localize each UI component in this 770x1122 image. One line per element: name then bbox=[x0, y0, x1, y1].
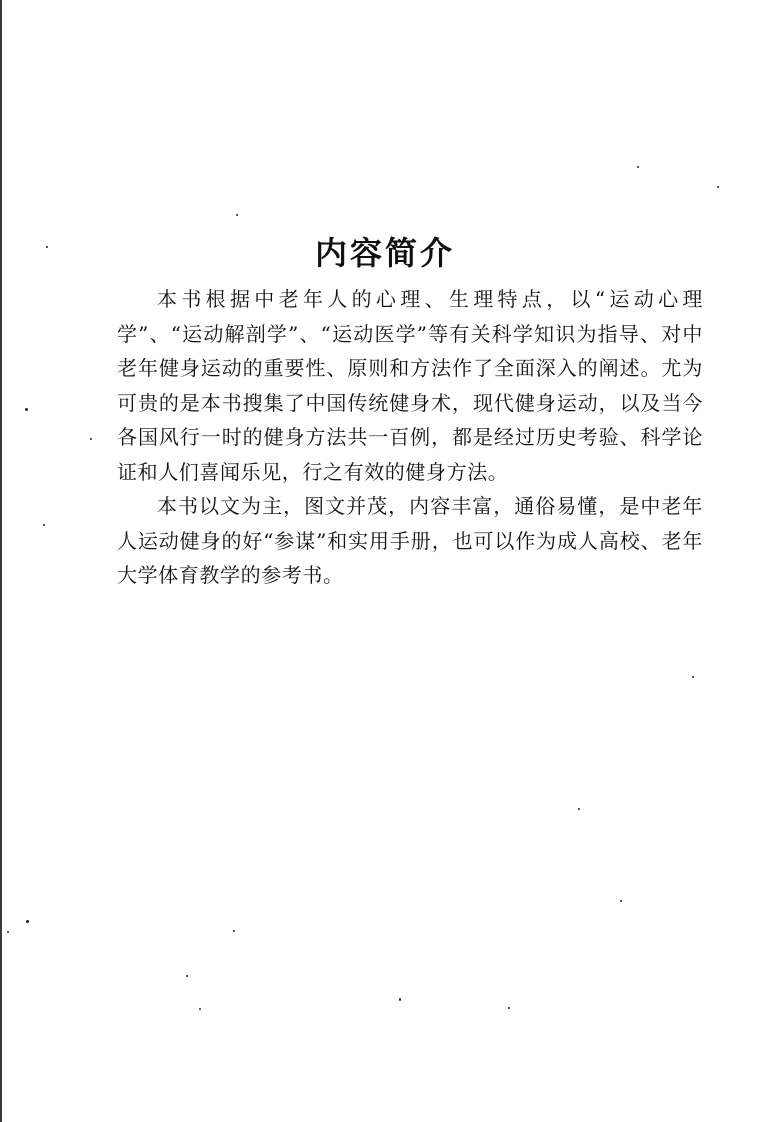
scan-speck bbox=[578, 808, 580, 810]
scan-speck bbox=[90, 438, 92, 440]
scan-speck bbox=[25, 408, 28, 411]
scan-speck bbox=[399, 998, 401, 1001]
summary-paragraph: 本书以文为主，图文并茂，内容丰富，通俗易懂，是中老年人运动健身的好“参谋”和实用手册，也可以作为成人高校、老年大学体育教学的参考书。 bbox=[117, 494, 703, 587]
scan-speck bbox=[26, 920, 29, 923]
page-title: 内容简介 bbox=[314, 234, 455, 273]
scan-speck bbox=[717, 186, 719, 188]
page-left-edge bbox=[0, 0, 2, 1122]
document-body bbox=[117, 282, 703, 593]
scan-speck bbox=[637, 166, 639, 168]
scan-speck bbox=[508, 1007, 510, 1009]
intro-paragraph: 本书根据中老年人的心理、生理特点，以“运动心理学”、“运动解剖学”、“运动医学”等有关科学知识为指导、对中老年健身运动的重要性、原则和方法作了全面深入的阐述。尤为可贵的是本书搜集了中国传统健身术，现代健身运动，以及当今各国风行一时的健身方法共一百例，都是经过历史考验、科学论证和人们喜闻乐见，行之有效的健身方法。 bbox=[117, 287, 703, 484]
scan-speck bbox=[236, 214, 238, 216]
scan-speck bbox=[692, 676, 694, 678]
scan-speck bbox=[233, 930, 235, 932]
scan-speck bbox=[199, 1008, 201, 1010]
scan-speck bbox=[43, 524, 45, 526]
scan-speck bbox=[186, 975, 188, 977]
scan-speck bbox=[46, 246, 48, 248]
scan-speck bbox=[7, 931, 9, 933]
scan-speck bbox=[620, 900, 622, 902]
